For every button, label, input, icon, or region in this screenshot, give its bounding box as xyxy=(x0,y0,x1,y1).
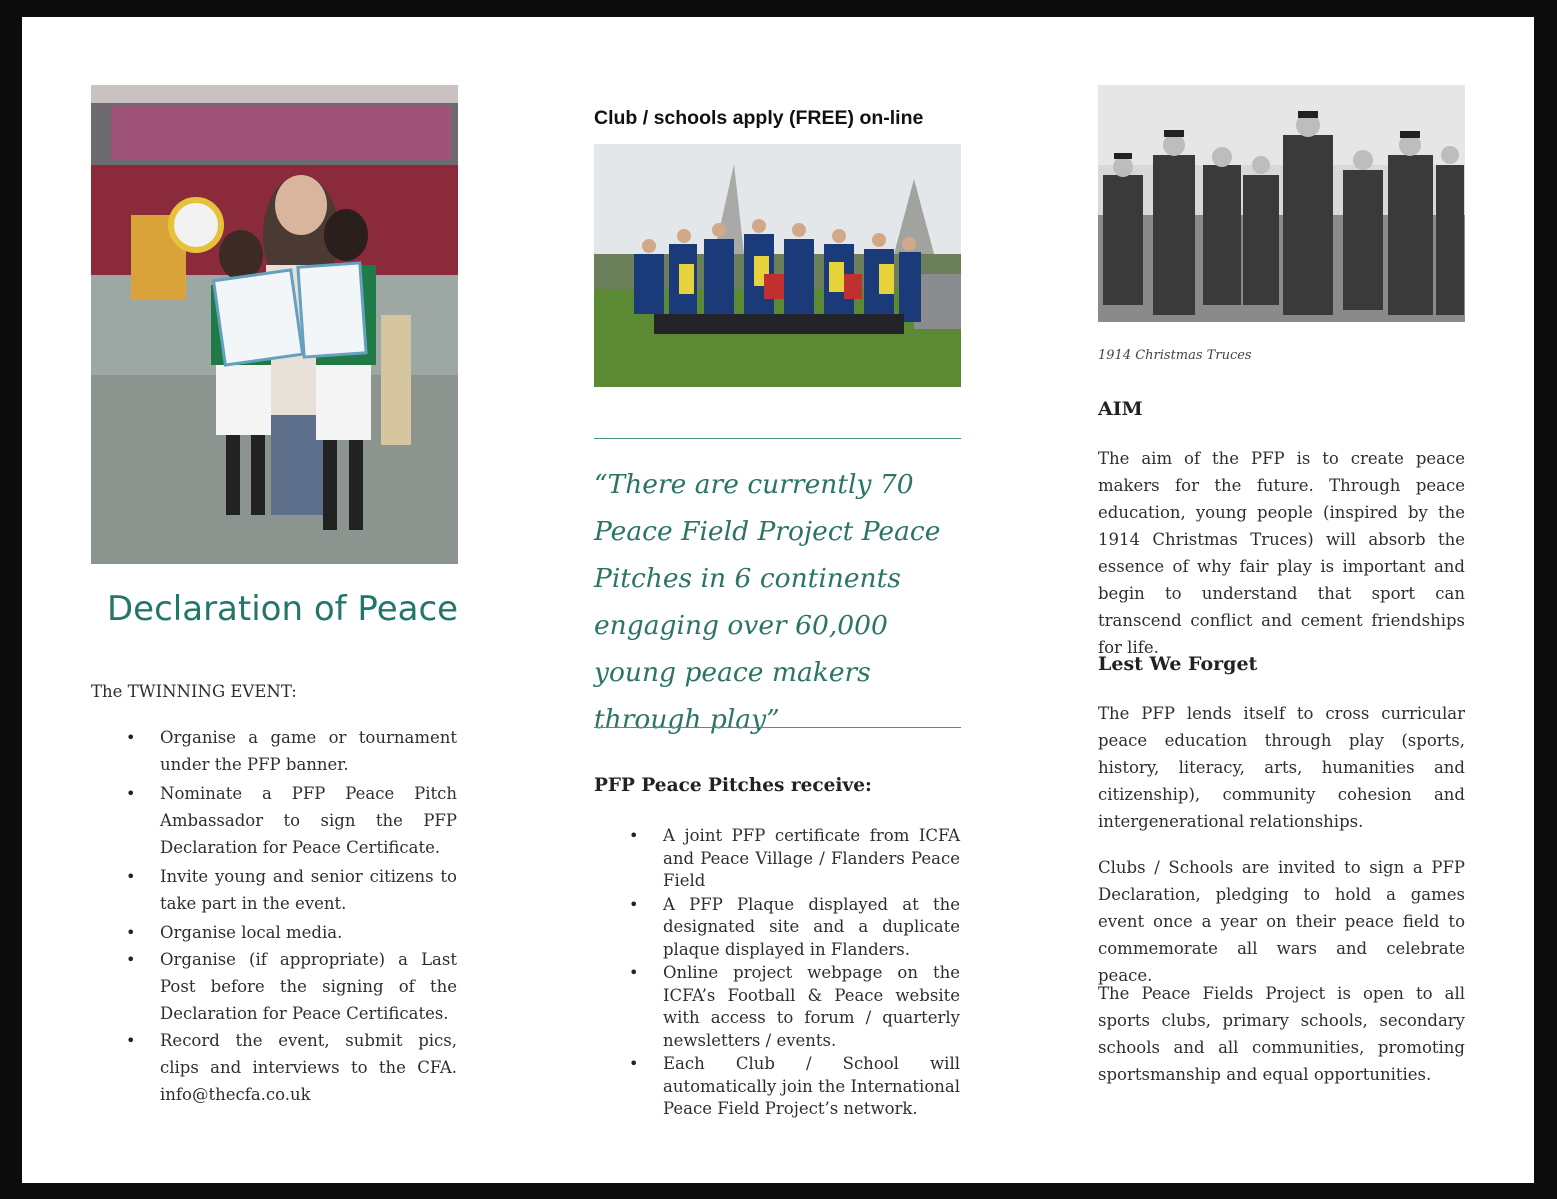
children-certificates-photo xyxy=(91,85,458,564)
brochure-page xyxy=(22,17,1534,1183)
receive-heading: PFP Peace Pitches receive: xyxy=(594,775,872,796)
twinning-list xyxy=(160,724,457,1108)
declaration-title: Declaration of Peace xyxy=(107,589,459,629)
list-item: • Organise a game or tournament under the PFP banner. xyxy=(160,724,457,778)
quote-bottom-rule xyxy=(594,727,961,728)
aim-paragraph: The aim of the PFP is to create peace makers for the future. Through peace education, young people (inspired by the 1914 Christmas Truces) will absorb the essence of why fair play is important and begin to understand that sport can transcend conflict and cement friendships for life. xyxy=(1098,449,1465,657)
list-item: • Organise (if appropriate) a Last Post before the signing of the Declaration for Peace Certificates. xyxy=(160,946,457,1027)
group-photo xyxy=(594,144,961,387)
list-item: • Record the event, submit pics, clips and interviews to the CFA. info@thecfa.co.uk xyxy=(160,1027,457,1108)
curricular-paragraph: The PFP lends itself to cross curricular peace education through play (sports, history, literacy, arts, humanities and citizenship), community cohesion and intergenerational relationships. xyxy=(1098,704,1465,831)
list-item: • A PFP Plaque displayed at the designated site and a duplicate plaque displayed in Flanders. xyxy=(663,894,960,962)
list-item: • Each Club / School will automatically join the International Peace Field Project’s network. xyxy=(663,1053,960,1121)
open-to-all-paragraph: The Peace Fields Project is open to all sports clubs, primary schools, secondary schools and all communities, promoting sportsmanship and equal opportunities. xyxy=(1098,984,1465,1084)
list-item: • Nominate a PFP Peace Pitch Ambassador to sign the PFP Declaration for Peace Certificate. xyxy=(160,780,457,861)
pull-quote: “There are currently 70 Peace Field Project Peace Pitches in 6 continents engaging over 60,000 young peace makers through play” xyxy=(594,469,941,735)
list-item: • Organise local media. xyxy=(160,919,457,946)
aim-heading: AIM xyxy=(1098,398,1143,420)
receive-list xyxy=(663,825,960,1121)
list-item: • A joint PFP certificate from ICFA and Peace Village / Flanders Peace Field xyxy=(663,825,960,893)
list-item: • Invite young and senior citizens to take part in the event. xyxy=(160,863,457,917)
quote-top-rule xyxy=(594,438,961,439)
photo-caption: 1914 Christmas Truces xyxy=(1098,348,1252,363)
declaration-paragraph: Clubs / Schools are invited to sign a PFP Declaration, pledging to hold a games event once a year on their peace field to commemorate all wars and celebrate peace. xyxy=(1098,858,1465,985)
twinning-intro: The TWINNING EVENT: xyxy=(91,682,297,701)
list-item: • Online project webpage on the ICFA’s Football & Peace website with access to forum / quarterly newsletters / events. xyxy=(663,962,960,1052)
lest-we-forget-heading: Lest We Forget xyxy=(1098,653,1258,675)
apply-heading: Club / schools apply (FREE) on-line xyxy=(594,107,924,129)
christmas-truce-photo xyxy=(1098,85,1465,322)
